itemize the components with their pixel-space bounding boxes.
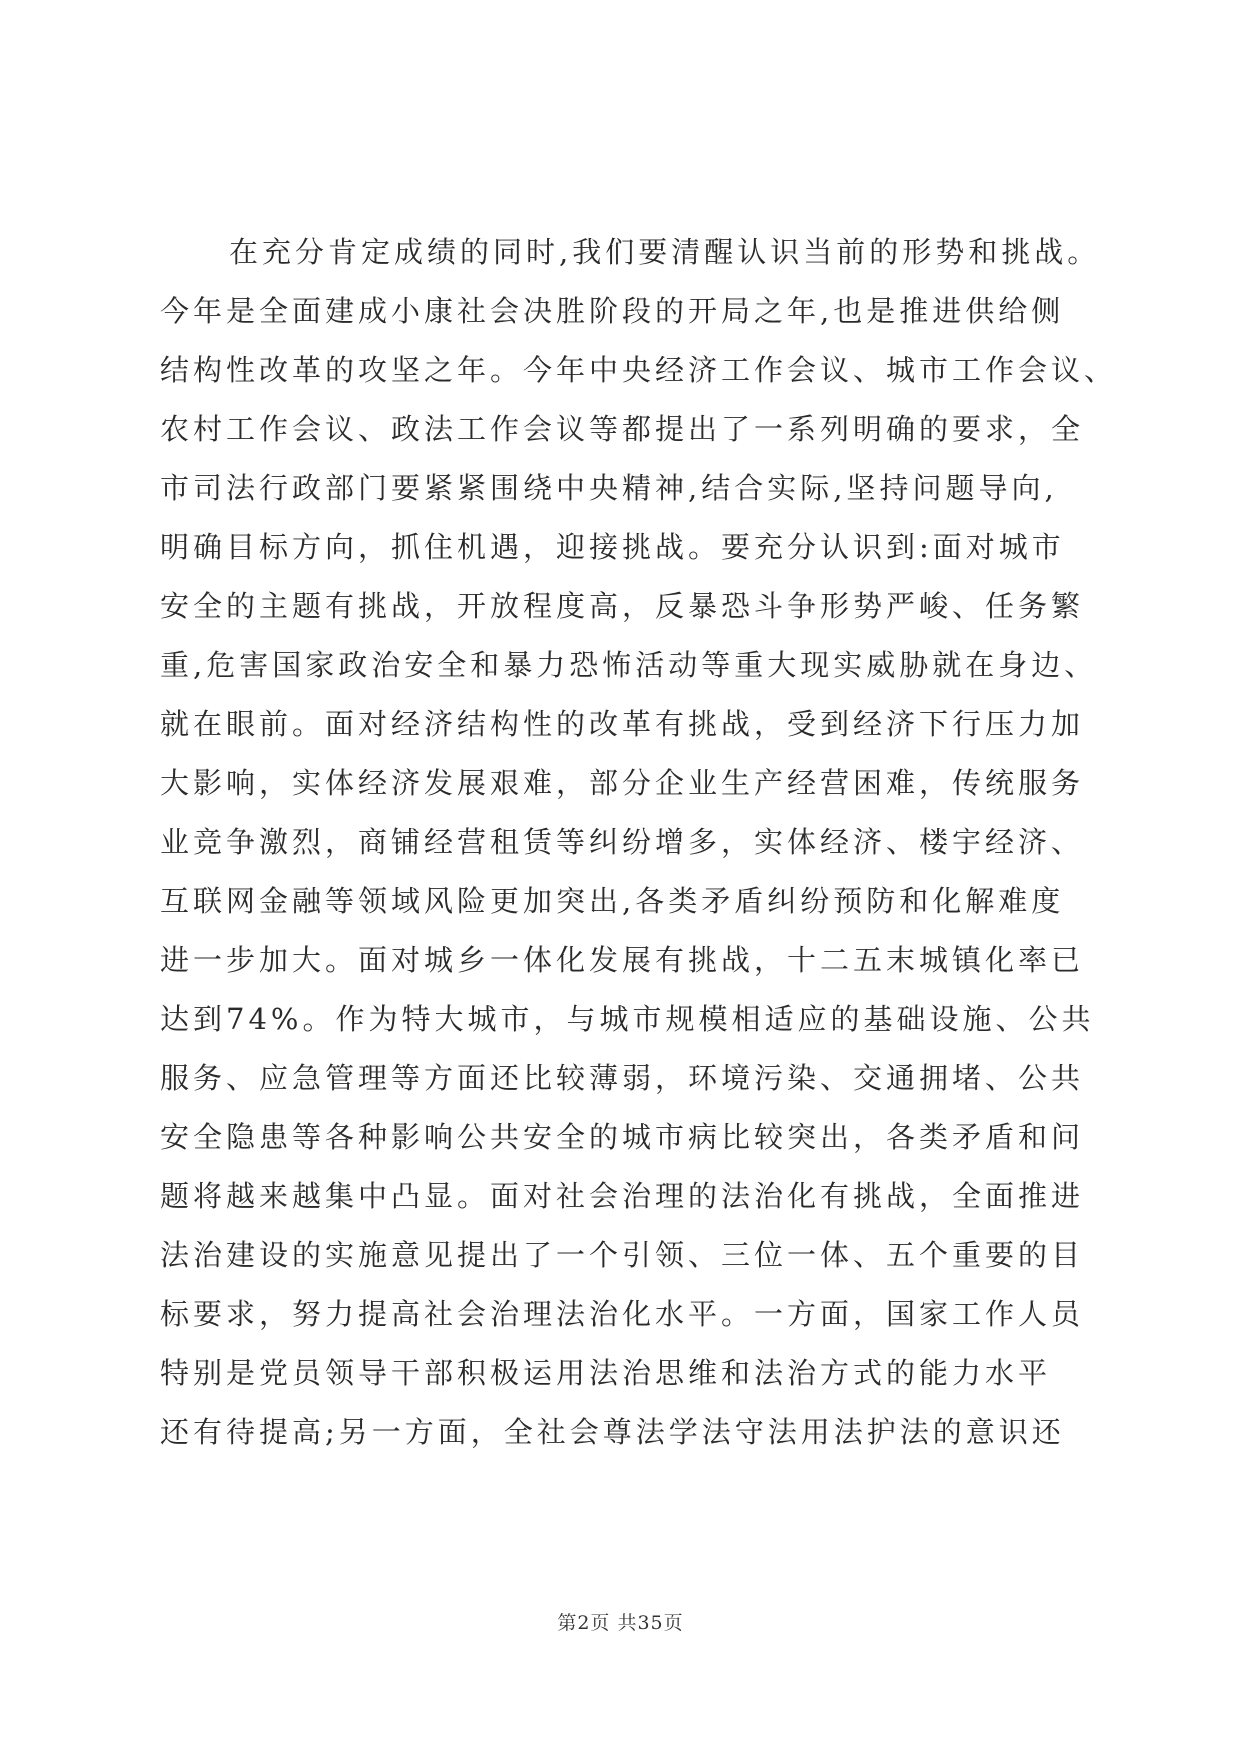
text-line: 明确目标方向，抓住机遇，迎接挑战。要充分认识到:面对城市 — [160, 530, 1065, 564]
text-line: 进一步加大。面对城乡一体化发展有挑战，十二五末城镇化率已 — [160, 943, 1085, 977]
text-line: 法治建设的实施意见提出了一个引领、三位一体、五个重要的目 — [160, 1238, 1085, 1272]
text-line: 在充分肯定成绩的同时,我们要清醒认识当前的形势和挑战。 — [229, 235, 1101, 269]
text-line: 安全隐患等各种影响公共安全的城市病比较突出，各类矛盾和问 — [160, 1120, 1085, 1154]
text-line: 服务、应急管理等方面还比较薄弱，环境污染、交通拥堵、公共 — [160, 1061, 1085, 1095]
text-line: 市司法行政部门要紧紧围绕中央精神,结合实际,坚持问题导向, — [160, 471, 1058, 505]
text-line: 重,危害国家政治安全和暴力恐怖活动等重大现实威胁就在身边、 — [160, 648, 1098, 682]
text-line: 安全的主题有挑战，开放程度高，反暴恐斗争形势严峻、任务繁 — [160, 589, 1085, 623]
text-line: 农村工作会议、政法工作会议等都提出了一系列明确的要求，全 — [160, 412, 1085, 446]
text-line: 还有待提高;另一方面，全社会尊法学法守法用法护法的意识还 — [160, 1415, 1065, 1449]
text-line: 互联网金融等领域风险更加突出,各类矛盾纠纷预防和化解难度 — [160, 884, 1065, 918]
text-line: 业竞争激烈，商铺经营租赁等纠纷增多，实体经济、楼宇经济、 — [160, 825, 1085, 859]
text-line: 大影响，实体经济发展艰难，部分企业生产经营困难，传统服务 — [160, 766, 1085, 800]
text-line: 结构性改革的攻坚之年。今年中央经济工作会议、城市工作会议、 — [160, 353, 1118, 387]
body-paragraph — [160, 223, 1120, 1462]
text-line: 题将越来越集中凸显。面对社会治理的法治化有挑战，全面推进 — [160, 1179, 1085, 1213]
text-line: 达到74%。作为特大城市，与城市规模相适应的基础设施、公共 — [160, 1002, 1095, 1036]
text-line: 今年是全面建成小康社会决胜阶段的开局之年,也是推进供给侧 — [160, 294, 1065, 328]
text-line: 就在眼前。面对经济结构性的改革有挑战，受到经济下行压力加 — [160, 707, 1085, 741]
text-line: 标要求，努力提高社会治理法治化水平。一方面，国家工作人员 — [160, 1297, 1085, 1331]
text-line: 特别是党员领导干部积极运用法治思维和法治方式的能力水平 — [160, 1356, 1052, 1390]
page-number-footer: 第2页 共35页 — [557, 1612, 684, 1634]
